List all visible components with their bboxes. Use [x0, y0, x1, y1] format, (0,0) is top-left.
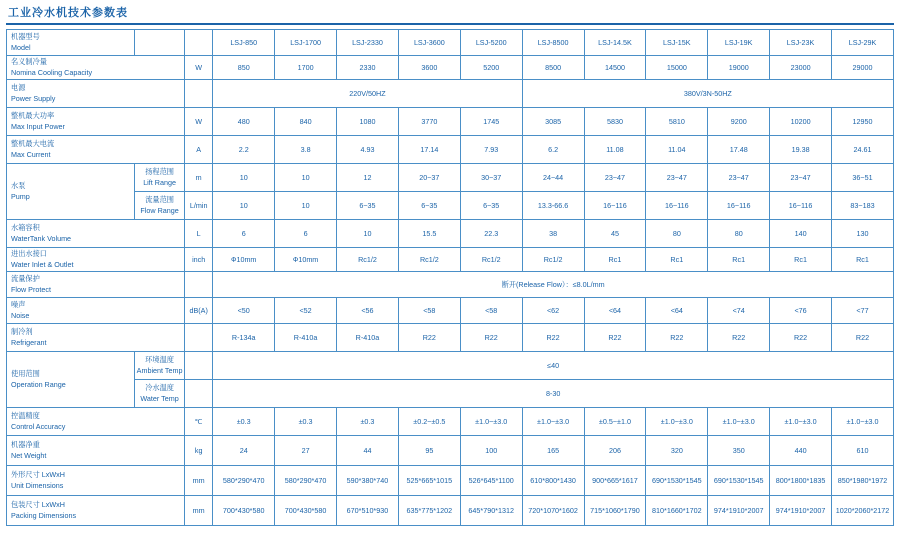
model-header-7: LSJ-15K	[646, 30, 708, 56]
table-row	[7, 56, 894, 80]
row-value-15-3: 525*665*1015	[398, 466, 460, 496]
row-value-14-10: 610	[832, 436, 894, 466]
row-unit-5: L/min	[185, 192, 213, 220]
row-value-2-0: 480	[213, 108, 275, 136]
row-value-3-8: 17.48	[708, 136, 770, 164]
model-header-1: LSJ-1700	[275, 30, 337, 56]
row-value-9-0: <50	[213, 298, 275, 324]
row-value-16-3: 635*775*1202	[398, 496, 460, 526]
row-value-10-1: R-410a	[275, 324, 337, 352]
row-unit-1	[185, 80, 213, 108]
model-header-6: LSJ-14.5K	[584, 30, 646, 56]
row-unit-4: m	[185, 164, 213, 192]
row-value-7-1: Ф10mm	[275, 248, 337, 272]
model-header-8: LSJ-19K	[708, 30, 770, 56]
table-row	[7, 272, 894, 298]
row-value-4-5: 24~44	[522, 164, 584, 192]
row-value-7-8: Rc1	[708, 248, 770, 272]
row-label-8: 流量保护 Flow Protect	[7, 272, 185, 298]
row-label-2: 整机最大功率 Max Input Power	[7, 108, 185, 136]
row-value-2-10: 12950	[832, 108, 894, 136]
row-value-7-7: Rc1	[646, 248, 708, 272]
row-value-10-0: R-134a	[213, 324, 275, 352]
row-label-4: 水泵 Pump	[7, 164, 135, 220]
row-value-10-5: R22	[522, 324, 584, 352]
row-unit-11	[185, 352, 213, 380]
row-value-4-6: 23~47	[584, 164, 646, 192]
row-sublabel-5: 流量范围 Flow Range	[135, 192, 185, 220]
row-value-16-5: 720*1070*1602	[522, 496, 584, 526]
table-row	[7, 164, 894, 192]
row-value-4-7: 23~47	[646, 164, 708, 192]
row-value-0-5: 8500	[522, 56, 584, 80]
row-value-15-1: 580*290*470	[275, 466, 337, 496]
row-value-7-2: Rc1/2	[337, 248, 399, 272]
row-value-0-3: 3600	[398, 56, 460, 80]
row-value-16-10: 1020*2060*2172	[832, 496, 894, 526]
row-value-9-2: <56	[337, 298, 399, 324]
table-row	[7, 324, 894, 352]
row-value-15-6: 900*665*1617	[584, 466, 646, 496]
row-value-14-9: 440	[770, 436, 832, 466]
model-header-9: LSJ-23K	[770, 30, 832, 56]
row-label-3: 整机最大电流 Max Current	[7, 136, 185, 164]
model-header-2: LSJ-2330	[337, 30, 399, 56]
row-value-2-8: 9200	[708, 108, 770, 136]
row-value-4-10: 36~51	[832, 164, 894, 192]
row-span-value-1-0: 220V/50HZ	[213, 80, 522, 108]
model-header-10: LSJ-29K	[832, 30, 894, 56]
row-unit-9: dB(A)	[185, 298, 213, 324]
row-unit-3: A	[185, 136, 213, 164]
row-value-0-8: 19000	[708, 56, 770, 80]
row-value-3-10: 24.61	[832, 136, 894, 164]
row-value-2-7: 5810	[646, 108, 708, 136]
row-value-13-0: ±0.3	[213, 408, 275, 436]
row-value-14-7: 320	[646, 436, 708, 466]
row-value-15-5: 610*800*1430	[522, 466, 584, 496]
row-unit-16: mm	[185, 496, 213, 526]
row-value-13-8: ±1.0~±3.0	[708, 408, 770, 436]
model-header-4: LSJ-5200	[460, 30, 522, 56]
row-value-16-9: 974*1910*2007	[770, 496, 832, 526]
row-value-6-6: 45	[584, 220, 646, 248]
specifications-table	[6, 29, 894, 526]
model-header-0: LSJ-850	[213, 30, 275, 56]
title-divider	[6, 23, 894, 25]
row-value-5-1: 10	[275, 192, 337, 220]
row-unit-13: ℃	[185, 408, 213, 436]
row-value-3-1: 3.8	[275, 136, 337, 164]
table-row	[7, 466, 894, 496]
row-value-4-0: 10	[213, 164, 275, 192]
row-value-16-4: 645*790*1312	[460, 496, 522, 526]
row-value-16-2: 670*510*930	[337, 496, 399, 526]
row-value-9-9: <76	[770, 298, 832, 324]
row-value-0-2: 2330	[337, 56, 399, 80]
table-row	[7, 496, 894, 526]
row-value-14-1: 27	[275, 436, 337, 466]
row-value-9-3: <58	[398, 298, 460, 324]
row-value-15-0: 580*290*470	[213, 466, 275, 496]
row-value-6-2: 10	[337, 220, 399, 248]
header-model-label: 机器型号 Model	[7, 30, 135, 56]
page-title: 工业冷水机技术参数表	[8, 7, 128, 19]
table-row	[7, 108, 894, 136]
row-value-14-6: 206	[584, 436, 646, 466]
row-label-15: 外形尺寸 LxWxH Unit Dimensions	[7, 466, 185, 496]
row-value-5-4: 6~35	[460, 192, 522, 220]
row-value-4-9: 23~47	[770, 164, 832, 192]
table-row	[7, 220, 894, 248]
row-value-2-6: 5830	[584, 108, 646, 136]
row-value-0-4: 5200	[460, 56, 522, 80]
row-value-13-5: ±1.0~±3.0	[522, 408, 584, 436]
table-row	[7, 298, 894, 324]
row-value-10-10: R22	[832, 324, 894, 352]
row-value-10-6: R22	[584, 324, 646, 352]
row-value-5-8: 16~116	[708, 192, 770, 220]
row-value-13-9: ±1.0~±3.0	[770, 408, 832, 436]
row-value-0-10: 29000	[832, 56, 894, 80]
table-row	[7, 248, 894, 272]
row-value-2-9: 10200	[770, 108, 832, 136]
row-value-15-9: 800*1800*1835	[770, 466, 832, 496]
row-span-value-12-0: 8-30	[213, 380, 894, 408]
row-value-5-10: 83~183	[832, 192, 894, 220]
row-value-13-1: ±0.3	[275, 408, 337, 436]
row-value-10-4: R22	[460, 324, 522, 352]
row-value-15-2: 590*380*740	[337, 466, 399, 496]
row-value-0-9: 23000	[770, 56, 832, 80]
table-row	[7, 136, 894, 164]
row-value-13-3: ±0.2~±0.5	[398, 408, 460, 436]
row-value-7-10: Rc1	[832, 248, 894, 272]
row-value-4-3: 20~37	[398, 164, 460, 192]
row-value-3-0: 2.2	[213, 136, 275, 164]
row-unit-10	[185, 324, 213, 352]
row-value-13-6: ±0.5~±1.0	[584, 408, 646, 436]
row-unit-15: mm	[185, 466, 213, 496]
row-value-15-10: 850*1980*1972	[832, 466, 894, 496]
row-label-11: 使用范围 Operation Range	[7, 352, 135, 408]
table-header-row	[7, 30, 894, 56]
row-value-16-1: 700*430*580	[275, 496, 337, 526]
row-value-14-8: 350	[708, 436, 770, 466]
row-value-2-4: 1745	[460, 108, 522, 136]
row-value-6-5: 38	[522, 220, 584, 248]
table-row	[7, 352, 894, 380]
row-value-5-3: 6~35	[398, 192, 460, 220]
row-value-2-1: 840	[275, 108, 337, 136]
row-label-1: 电源 Power Supply	[7, 80, 185, 108]
header-unit-blank	[185, 30, 213, 56]
row-value-6-3: 15.5	[398, 220, 460, 248]
row-value-6-0: 6	[213, 220, 275, 248]
row-unit-14: kg	[185, 436, 213, 466]
row-value-2-3: 3770	[398, 108, 460, 136]
row-value-9-1: <52	[275, 298, 337, 324]
row-unit-2: W	[185, 108, 213, 136]
row-label-6: 水箱容积 WaterTank Volume	[7, 220, 185, 248]
row-value-4-8: 23~47	[708, 164, 770, 192]
row-label-9: 噪声 Noise	[7, 298, 185, 324]
row-value-7-3: Rc1/2	[398, 248, 460, 272]
row-value-7-9: Rc1	[770, 248, 832, 272]
row-value-5-9: 16~116	[770, 192, 832, 220]
row-value-9-10: <77	[832, 298, 894, 324]
row-value-0-1: 1700	[275, 56, 337, 80]
row-value-7-5: Rc1/2	[522, 248, 584, 272]
row-value-10-8: R22	[708, 324, 770, 352]
row-sublabel-12: 冷水温度 Water Temp	[135, 380, 185, 408]
row-value-5-0: 10	[213, 192, 275, 220]
row-label-7: 进出水接口 Water Inlet & Outlet	[7, 248, 185, 272]
row-value-13-2: ±0.3	[337, 408, 399, 436]
row-value-9-5: <62	[522, 298, 584, 324]
row-value-9-6: <64	[584, 298, 646, 324]
row-value-15-7: 690*1530*1545	[646, 466, 708, 496]
row-value-14-0: 24	[213, 436, 275, 466]
row-value-16-8: 974*1910*2007	[708, 496, 770, 526]
row-label-14: 机器净重 Net Weight	[7, 436, 185, 466]
row-value-15-8: 690*1530*1545	[708, 466, 770, 496]
row-span-value-1-1: 380V/3N-50HZ	[522, 80, 893, 108]
row-value-6-1: 6	[275, 220, 337, 248]
row-value-10-9: R22	[770, 324, 832, 352]
row-value-3-6: 11.08	[584, 136, 646, 164]
row-label-13: 控温精度 Control Accuracy	[7, 408, 185, 436]
table-body	[7, 30, 894, 526]
row-value-3-7: 11.04	[646, 136, 708, 164]
row-value-16-7: 810*1660*1702	[646, 496, 708, 526]
row-value-13-10: ±1.0~±3.0	[832, 408, 894, 436]
row-value-3-5: 6.2	[522, 136, 584, 164]
row-sublabel-4: 扬程范围 Lift Range	[135, 164, 185, 192]
row-value-5-5: 13.3-66.6	[522, 192, 584, 220]
row-value-5-7: 16~116	[646, 192, 708, 220]
row-value-16-6: 715*1060*1790	[584, 496, 646, 526]
row-sublabel-11: 环境温度 Ambient Temp	[135, 352, 185, 380]
row-value-6-10: 130	[832, 220, 894, 248]
row-value-5-2: 6~35	[337, 192, 399, 220]
row-unit-12	[185, 380, 213, 408]
row-value-13-4: ±1.0~±3.0	[460, 408, 522, 436]
row-value-6-4: 22.3	[460, 220, 522, 248]
row-value-14-3: 95	[398, 436, 460, 466]
row-unit-6: L	[185, 220, 213, 248]
row-value-0-0: 850	[213, 56, 275, 80]
row-value-10-7: R22	[646, 324, 708, 352]
row-value-16-0: 700*430*580	[213, 496, 275, 526]
table-row	[7, 192, 894, 220]
model-header-5: LSJ-8500	[522, 30, 584, 56]
table-row	[7, 80, 894, 108]
header-sub-blank	[135, 30, 185, 56]
row-value-2-2: 1080	[337, 108, 399, 136]
row-value-10-2: R-410a	[337, 324, 399, 352]
row-value-3-3: 17.14	[398, 136, 460, 164]
row-value-3-2: 4.93	[337, 136, 399, 164]
model-header-3: LSJ-3600	[398, 30, 460, 56]
table-row	[7, 380, 894, 408]
row-value-14-5: 165	[522, 436, 584, 466]
row-label-10: 制冷剂 Refrigerant	[7, 324, 185, 352]
row-value-9-4: <58	[460, 298, 522, 324]
row-value-7-4: Rc1/2	[460, 248, 522, 272]
row-value-15-4: 526*645*1100	[460, 466, 522, 496]
row-value-10-3: R22	[398, 324, 460, 352]
row-value-3-9: 19.38	[770, 136, 832, 164]
row-unit-8	[185, 272, 213, 298]
row-unit-7: inch	[185, 248, 213, 272]
row-unit-0: W	[185, 56, 213, 80]
row-value-4-1: 10	[275, 164, 337, 192]
row-value-3-4: 7.93	[460, 136, 522, 164]
table-row	[7, 408, 894, 436]
row-value-14-2: 44	[337, 436, 399, 466]
row-value-7-0: Ф10mm	[213, 248, 275, 272]
row-label-0: 名义制冷量 Nomina Cooling Capacity	[7, 56, 185, 80]
row-span-value-11-0: ≤40	[213, 352, 894, 380]
row-value-2-5: 3085	[522, 108, 584, 136]
row-value-7-6: Rc1	[584, 248, 646, 272]
row-value-5-6: 16~116	[584, 192, 646, 220]
row-value-6-9: 140	[770, 220, 832, 248]
row-value-0-6: 14500	[584, 56, 646, 80]
row-value-4-4: 30~37	[460, 164, 522, 192]
row-value-14-4: 100	[460, 436, 522, 466]
row-value-13-7: ±1.0~±3.0	[646, 408, 708, 436]
row-value-9-7: <64	[646, 298, 708, 324]
row-value-6-7: 80	[646, 220, 708, 248]
row-label-16: 包装尺寸 LxWxH Packing Dimensions	[7, 496, 185, 526]
row-value-4-2: 12	[337, 164, 399, 192]
row-value-6-8: 80	[708, 220, 770, 248]
row-value-0-7: 15000	[646, 56, 708, 80]
row-span-value-8-0: 断开(Release Flow）：≤8.0L/mm	[213, 272, 894, 298]
row-value-9-8: <74	[708, 298, 770, 324]
table-row	[7, 436, 894, 466]
